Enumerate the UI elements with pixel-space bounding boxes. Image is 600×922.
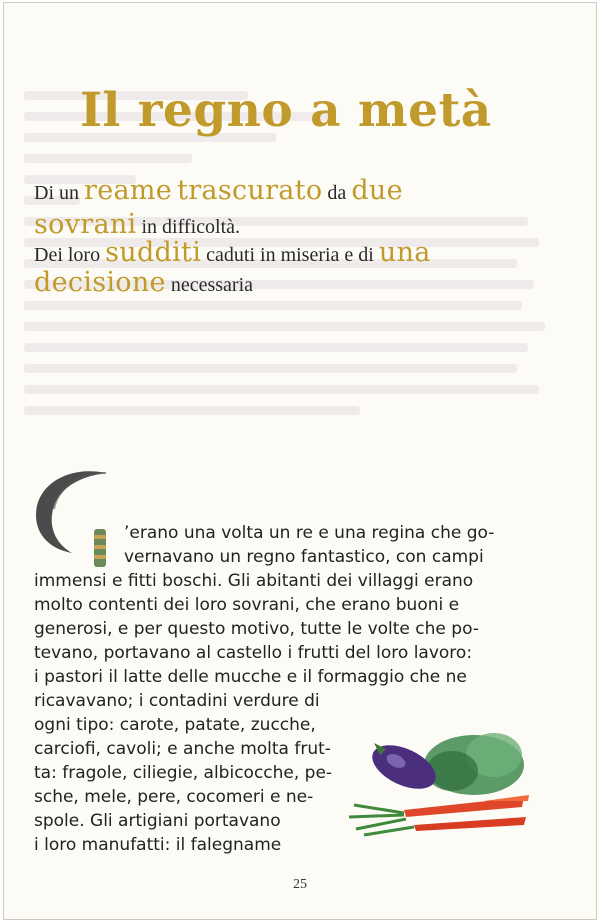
body-line: spole. Gli artigiani portavano	[34, 811, 281, 831]
subtitle-line-1	[34, 175, 504, 206]
subtitle-highlight: trascurato	[177, 175, 323, 206]
body-line: generosi, e per questo motivo, tutte le volte che po-	[34, 619, 479, 639]
body-line: carciofi, cavoli; e anche molta frut-	[34, 739, 331, 759]
page-number: 25	[293, 877, 307, 892]
body-line: ta: fragole, ciliegie, albicocche, pe-	[34, 763, 333, 783]
subtitle-line-2	[34, 209, 504, 240]
sickle-dropcap-icon	[28, 465, 128, 575]
subtitle-text: in difficoltà.	[136, 216, 240, 238]
subtitle-line-3	[34, 237, 504, 268]
subtitle-highlight: una	[378, 237, 431, 268]
body-line: sche, mele, pere, cocomeri e ne-	[34, 787, 314, 807]
subtitle-text: Di un	[34, 182, 84, 204]
vegetables-illustration-icon	[334, 725, 534, 845]
subtitle-text: necessaria	[165, 274, 254, 296]
body-line: vernavano un regno fantastico, con campi	[124, 547, 484, 567]
subtitle-line-4	[34, 267, 504, 298]
subtitle-highlight: sovrani	[34, 209, 137, 240]
subtitle-highlight: due	[351, 175, 403, 206]
subtitle-text: caduti in miseria e di	[201, 244, 379, 266]
body-line: molto contenti dei loro sovrani, che erano buoni e	[34, 595, 460, 615]
chapter-title: Il regno a metà	[80, 83, 492, 138]
subtitle-highlight: reame	[84, 175, 173, 206]
body-line: ogni tipo: carote, patate, zucche,	[34, 715, 316, 735]
body-line: i loro manufatti: il falegname	[34, 835, 282, 855]
body-line: immensi e fitti boschi. Gli abitanti dei villaggi erano	[34, 571, 474, 591]
subtitle-highlight: sudditi	[105, 237, 202, 268]
subtitle-text: Dei loro	[34, 244, 106, 266]
body-line: i pastori il latte delle mucche e il formaggio che ne	[34, 667, 467, 687]
subtitle-text: da	[322, 182, 352, 204]
body-line: tevano, portavano al castello i frutti del loro lavoro:	[34, 643, 473, 663]
bleed-through-texture	[24, 91, 584, 521]
subtitle-highlight: decisione	[34, 267, 166, 298]
body-line: ’erano una volta un re e una regina che go-	[124, 523, 495, 543]
body-line: ricavavano; i contadini verdure di	[34, 691, 320, 711]
book-page	[3, 2, 597, 920]
